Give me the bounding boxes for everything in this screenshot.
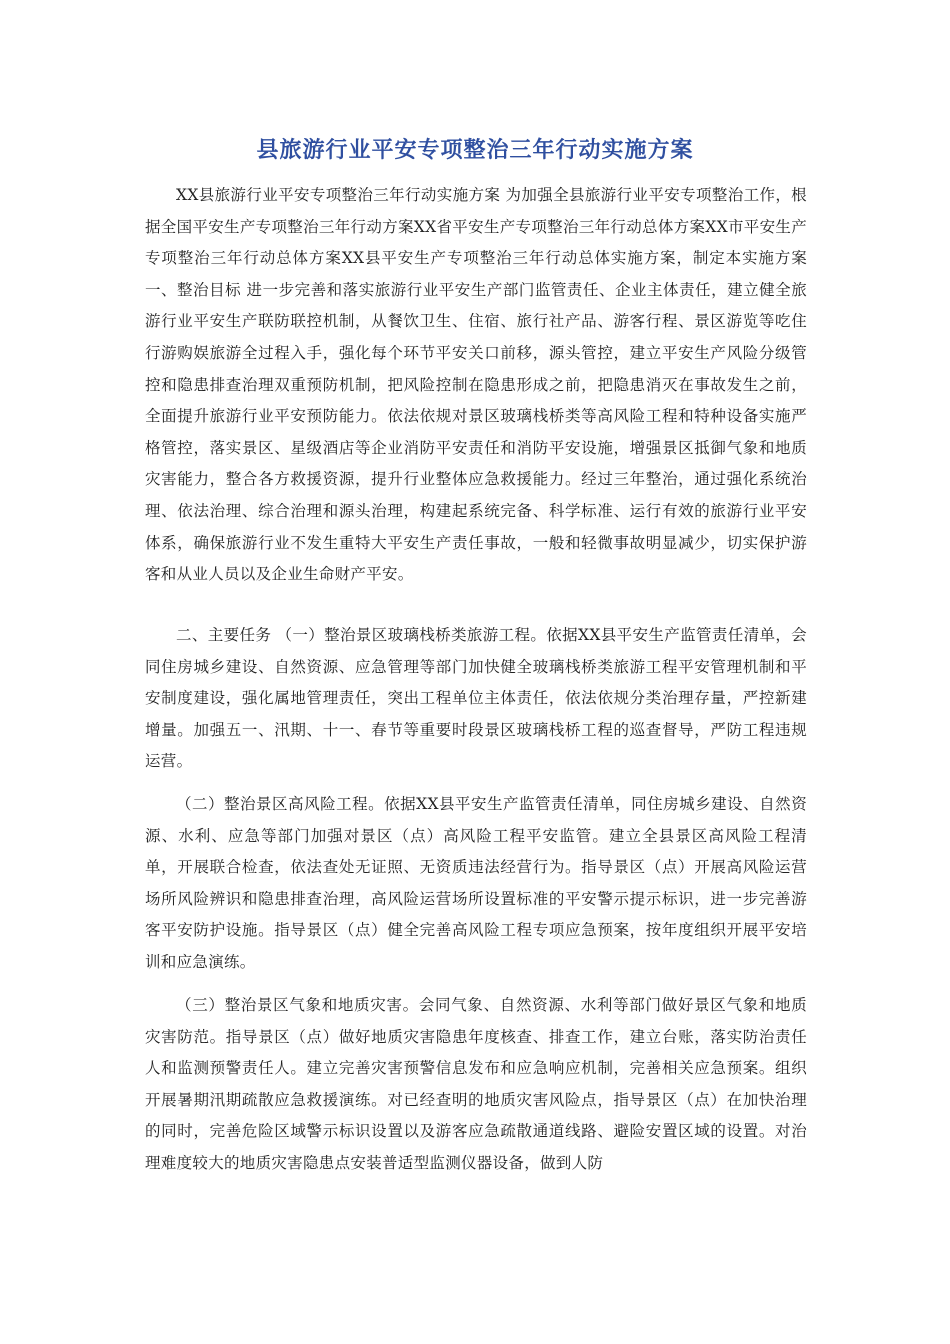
paragraph-task-glass-bridge: 二、主要任务 （一）整治景区玻璃栈桥类旅游工程。依据XX县平安生产监管责任清单，会同住房城乡建设、自然资源、应急管理等部门加快健全玻璃栈桥类旅游工程平安管理机制和平安制度建设，强化属地管理责任，突出工程单位主体责任，依法依规分类治理存量，严控新建增量。加强五一、汛期、十一、春节等重要时段景区玻璃栈桥工程的巡查督导，严防工程违规运营。 bbox=[145, 626, 807, 771]
paragraph-task-high-risk: （二）整治景区高风险工程。依据XX县平安生产监管责任清单，同住房城乡建设、自然资源、水利、应急等部门加强对景区（点）高风险工程平安监管。建立全县景区高风险工程清单，开展联合检查，依法查处无证照、无资质违法经营行为。指导景区（点）开展高风险运营场所风险辨识和隐患排查治理，高风险运营场所设置标准的平安警示提示标识，进一步完善游客平安防护设施。指导景区（点）健全完善高风险工程专项应急预案，按年度组织开展平安培训和应急演练。 bbox=[145, 795, 807, 971]
paragraph-goals: XX县旅游行业平安专项整治三年行动实施方案 为加强全县旅游行业平安专项整治工作，根据全国平安生产专项整治三年行动方案XX省平安生产专项整治三年行动总体方案XX市平安生产专项整治三年行动总体方案XX县平安生产专项整治三年行动总体实施方案，制定本实施方案 一、整治目标 进一步完善和落实旅游行业平安生产部门监管责任、企业主体责任，建立健全旅游行业平安生产联防联控机制，从餐饮卫生、住宿、旅行社产品、游客行程、景区游览等吃住行游购娱旅游全过程入手，强化每个环节平安关口前移，源头管控，建立平安生产风险分级管控和隐患排查治理双重预防机制，把风险控制在隐患形成之前，把隐患消灭在事故发生之前，全面提升旅游行业平安预防能力。依法依规对景区玻璃栈桥类等高风险工程和特种设备实施严格管控，落实景区、星级酒店等企业消防平安责任和消防平安设施，增强景区抵御气象和地质灾害能力，整合各方救援资源，提升行业整体应急救援能力。经过三年整治，通过强化系统治理、依法治理、综合治理和源头治理，构建起系统完备、科学标准、运行有效的旅游行业平安体系，确保旅游行业不发生重特大平安生产责任事故，一般和轻微事故明显减少，切实保护游客和从业人员以及企业生命财产平安。 bbox=[145, 186, 807, 584]
document-title: 县旅游行业平安专项整治三年行动实施方案 bbox=[256, 138, 694, 163]
paragraph-task-disaster: （三）整治景区气象和地质灾害。会同气象、自然资源、水利等部门做好景区气象和地质灾害防范。指导景区（点）做好地质灾害隐患年度核查、排查工作，建立台账，落实防治责任人和监测预警责任人。建立完善灾害预警信息发布和应急响应机制，完善相关应急预案。组织开展暑期汛期疏散应急救援演练。对已经查明的地质灾害风险点，指导景区（点）在加快治理的同时，完善危险区域警示标识设置以及游客应急疏散通道线路、避险安置区域的设置。对治理难度较大的地质灾害隐患点安装普适型监测仪器设备，做到人防 bbox=[145, 996, 807, 1172]
